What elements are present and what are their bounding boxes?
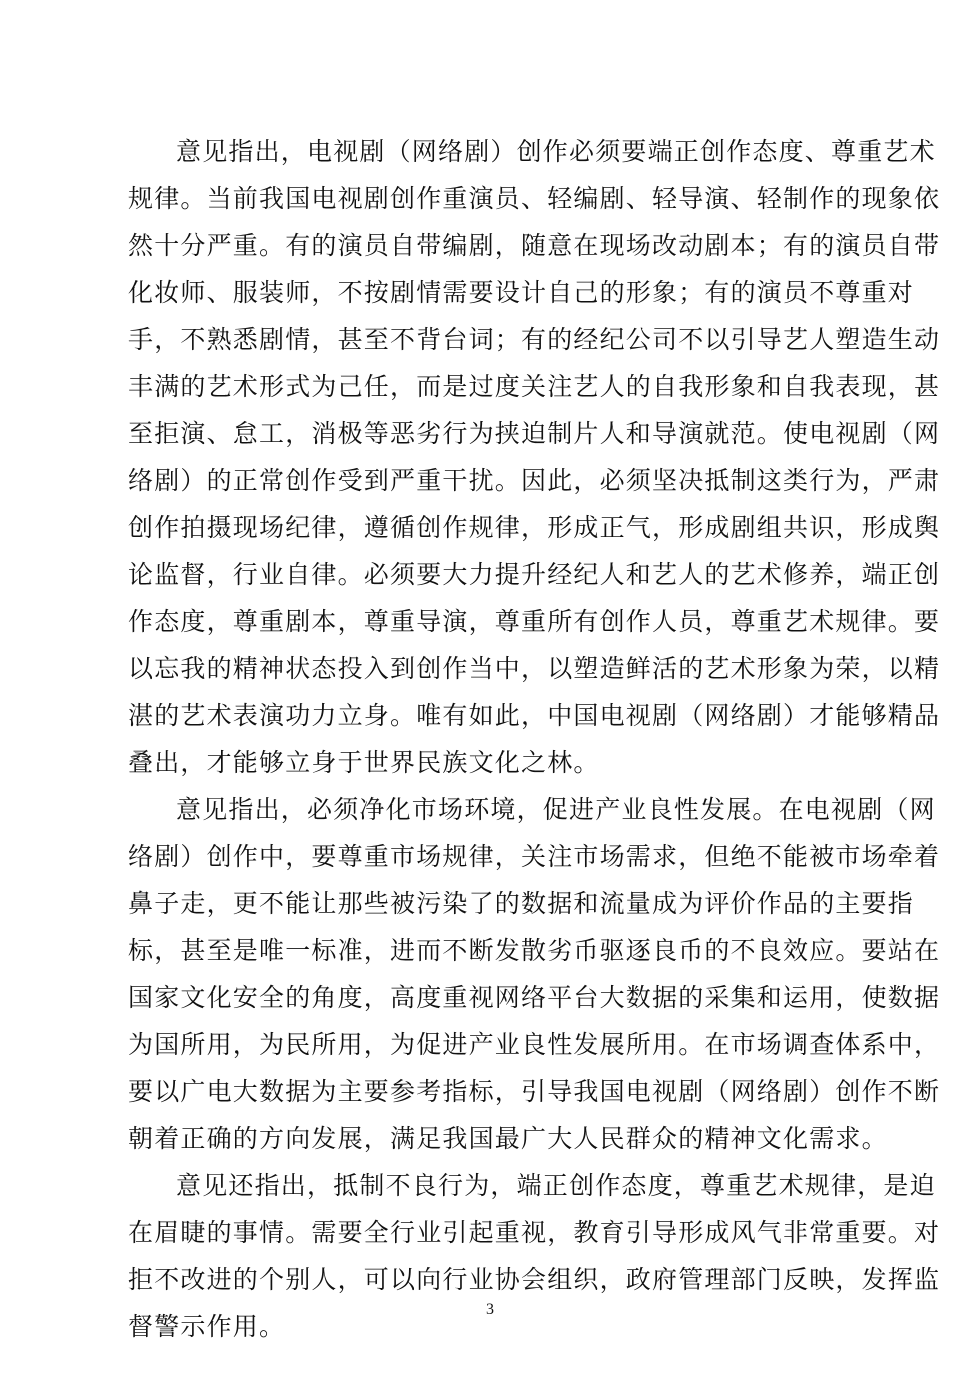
- paragraph-2-line-4: 标，甚至是唯一标准，进而不断发散劣币驱逐良币的不良效应。要站在: [128, 936, 941, 965]
- paragraph-1-line-5: 手，不熟悉剧情，甚至不背台词；有的经纪公司不以引导艺人塑造生动: [128, 325, 941, 354]
- paragraph-3-line-3: 拒不改进的个别人，可以向行业协会组织，政府管理部门反映，发挥监: [128, 1265, 941, 1294]
- paragraph-1-line-3: 然十分严重。有的演员自带编剧，随意在现场改动剧本；有的演员自带: [128, 231, 941, 260]
- paragraph-1-line-10: 论监督，行业自律。必须要大力提升经纪人和艺人的艺术修养，端正创: [128, 560, 941, 589]
- paragraph-1-line-9: 创作拍摄现场纪律，遵循创作规律，形成正气，形成剧组共识，形成舆: [128, 513, 941, 542]
- paragraph-3-line-1: 意见还指出，抵制不良行为，端正创作态度，尊重艺术规律，是迫: [176, 1171, 936, 1200]
- paragraph-2-line-1: 意见指出，必须净化市场环境，促进产业良性发展。在电视剧（网: [176, 795, 936, 824]
- paragraph-1-line-7: 至拒演、怠工，消极等恶劣行为挟迫制片人和导演就范。使电视剧（网: [128, 419, 941, 448]
- paragraph-1-line-4: 化妆师、服装师，不按剧情需要设计自己的形象；有的演员不尊重对: [128, 278, 915, 307]
- paragraph-1-line-12: 以忘我的精神状态投入到创作当中，以塑造鲜活的艺术形象为荣，以精: [128, 654, 941, 683]
- paragraph-2-line-6: 为国所用，为民所用，为促进产业良性发展所用。在市场调查体系中，: [128, 1030, 941, 1059]
- paragraph-2-line-2: 络剧）创作中，要尊重市场规律，关注市场需求，但绝不能被市场牵着: [128, 842, 941, 871]
- paragraph-2-line-8: 朝着正确的方向发展，满足我国最广大人民群众的精神文化需求。: [128, 1124, 888, 1153]
- paragraph-3-line-4: 督警示作用。: [128, 1312, 286, 1341]
- paragraph-1-line-14: 叠出，才能够立身于世界民族文化之林。: [128, 748, 600, 777]
- paragraph-1-line-2: 规律。当前我国电视剧创作重演员、轻编剧、轻导演、轻制作的现象依: [128, 184, 941, 213]
- paragraph-2-line-3: 鼻子走，更不能让那些被污染了的数据和流量成为评价作品的主要指: [128, 889, 915, 918]
- paragraph-2-line-7: 要以广电大数据为主要参考指标，引导我国电视剧（网络剧）创作不断: [128, 1077, 941, 1106]
- paragraph-2-line-5: 国家文化安全的角度，高度重视网络平台大数据的采集和运用，使数据: [128, 983, 941, 1012]
- paragraph-3-line-2: 在眉睫的事情。需要全行业引起重视，教育引导形成风气非常重要。对: [128, 1218, 941, 1247]
- paragraph-1-line-1: 意见指出，电视剧（网络剧）创作必须要端正创作态度、尊重艺术: [176, 137, 936, 166]
- page-number: 3: [486, 1301, 494, 1318]
- paragraph-1-line-6: 丰满的艺术形式为己任，而是过度关注艺人的自我形象和自我表现，甚: [128, 372, 941, 401]
- paragraph-1-line-11: 作态度，尊重剧本，尊重导演，尊重所有创作人员，尊重艺术规律。要: [128, 607, 941, 636]
- paragraph-1-line-13: 湛的艺术表演功力立身。唯有如此，中国电视剧（网络剧）才能够精品: [128, 701, 941, 730]
- paragraph-1-line-8: 络剧）的正常创作受到严重干扰。因此，必须坚决抵制这类行为，严肃: [128, 466, 941, 495]
